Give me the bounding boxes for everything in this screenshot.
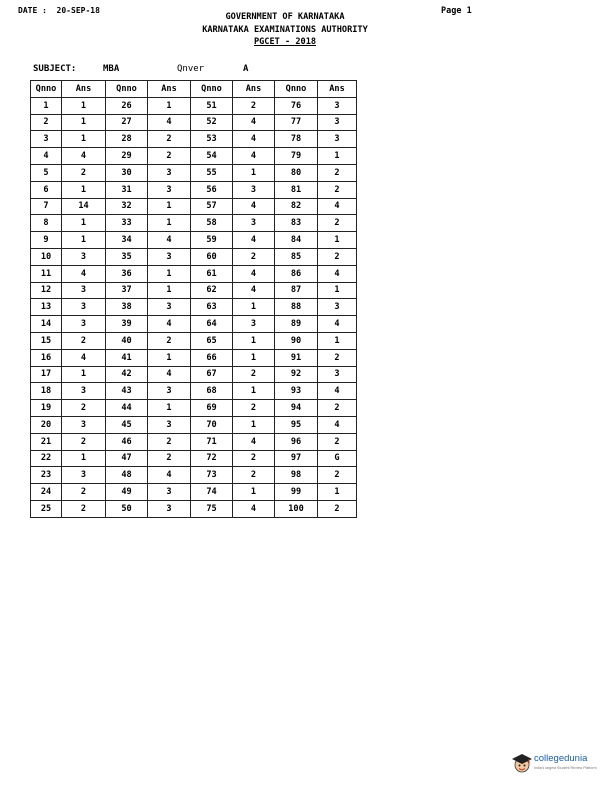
question-number-cell: 33 [106, 215, 148, 232]
question-number-cell: 17 [31, 366, 62, 383]
table-row [31, 164, 357, 181]
table-row [31, 97, 357, 114]
answer-cell: 3 [148, 248, 191, 265]
question-number-cell: 72 [191, 450, 233, 467]
question-number-cell: 78 [275, 131, 318, 148]
question-number-cell: 9 [31, 232, 62, 249]
answer-cell: 1 [318, 232, 357, 249]
question-number-cell: 52 [191, 114, 233, 131]
answer-cell: 3 [318, 97, 357, 114]
question-number-cell: 45 [106, 416, 148, 433]
question-number-cell: 25 [31, 500, 62, 517]
column-header: Qnno [191, 81, 233, 98]
question-number-cell: 24 [31, 484, 62, 501]
question-number-cell: 98 [275, 467, 318, 484]
question-number-cell: 67 [191, 366, 233, 383]
question-number-cell: 10 [31, 248, 62, 265]
table-row [31, 467, 357, 484]
question-number-cell: 34 [106, 232, 148, 249]
question-number-cell: 93 [275, 383, 318, 400]
answer-cell: 3 [148, 164, 191, 181]
answer-cell: 2 [318, 500, 357, 517]
answer-cell: 1 [318, 332, 357, 349]
question-number-cell: 44 [106, 400, 148, 417]
table-row [31, 232, 357, 249]
table-row [31, 433, 357, 450]
answer-cell: 1 [148, 282, 191, 299]
question-number-cell: 50 [106, 500, 148, 517]
question-number-cell: 42 [106, 366, 148, 383]
answer-cell: 2 [62, 484, 106, 501]
answer-cell: 4 [318, 198, 357, 215]
answer-cell: 2 [318, 349, 357, 366]
question-number-cell: 23 [31, 467, 62, 484]
answer-cell: 3 [62, 316, 106, 333]
table-row [31, 299, 357, 316]
answer-cell: 1 [62, 366, 106, 383]
question-number-cell: 39 [106, 316, 148, 333]
answer-cell: 2 [318, 215, 357, 232]
answer-cell: 4 [233, 148, 275, 165]
answer-cell: 1 [233, 332, 275, 349]
question-number-cell: 57 [191, 198, 233, 215]
answer-cell: 4 [62, 148, 106, 165]
answer-cell: 2 [318, 248, 357, 265]
answer-cell: 2 [233, 248, 275, 265]
answer-cell: 4 [233, 433, 275, 450]
column-header: Qnno [106, 81, 148, 98]
question-number-cell: 13 [31, 299, 62, 316]
question-number-cell: 49 [106, 484, 148, 501]
qnver-value: A [243, 64, 249, 74]
question-number-cell: 18 [31, 383, 62, 400]
answer-cell: 1 [148, 198, 191, 215]
answer-cell: 2 [62, 164, 106, 181]
question-number-cell: 60 [191, 248, 233, 265]
answer-cell: 3 [148, 181, 191, 198]
answer-cell: 2 [233, 400, 275, 417]
column-header: Ans [148, 81, 191, 98]
answer-cell: 2 [62, 433, 106, 450]
question-number-cell: 7 [31, 198, 62, 215]
question-number-cell: 47 [106, 450, 148, 467]
answer-cell: 1 [233, 299, 275, 316]
question-number-cell: 22 [31, 450, 62, 467]
question-number-cell: 51 [191, 97, 233, 114]
answer-cell: 2 [318, 433, 357, 450]
answer-cell: 3 [318, 114, 357, 131]
answer-cell: 1 [62, 215, 106, 232]
answer-cell: 4 [148, 316, 191, 333]
question-number-cell: 8 [31, 215, 62, 232]
question-number-cell: 58 [191, 215, 233, 232]
answer-cell: G [318, 450, 357, 467]
page-number: Page 1 [441, 6, 472, 16]
answer-cell: 4 [233, 282, 275, 299]
question-number-cell: 89 [275, 316, 318, 333]
answer-cell: 1 [62, 181, 106, 198]
answer-cell: 2 [148, 131, 191, 148]
table-row [31, 416, 357, 433]
question-number-cell: 71 [191, 433, 233, 450]
answer-cell: 4 [233, 198, 275, 215]
column-header: Ans [62, 81, 106, 98]
answer-cell: 2 [233, 97, 275, 114]
question-number-cell: 100 [275, 500, 318, 517]
question-number-cell: 94 [275, 400, 318, 417]
question-number-cell: 81 [275, 181, 318, 198]
answer-cell: 3 [148, 500, 191, 517]
table-row [31, 349, 357, 366]
question-number-cell: 65 [191, 332, 233, 349]
answer-cell: 1 [233, 484, 275, 501]
answer-cell: 3 [62, 416, 106, 433]
question-number-cell: 35 [106, 248, 148, 265]
question-number-cell: 31 [106, 181, 148, 198]
table-row [31, 366, 357, 383]
question-number-cell: 12 [31, 282, 62, 299]
answer-cell: 3 [62, 248, 106, 265]
answer-cell: 2 [318, 467, 357, 484]
question-number-cell: 64 [191, 316, 233, 333]
question-number-cell: 21 [31, 433, 62, 450]
question-number-cell: 40 [106, 332, 148, 349]
question-number-cell: 19 [31, 400, 62, 417]
question-number-cell: 43 [106, 383, 148, 400]
table-row [31, 148, 357, 165]
question-number-cell: 2 [31, 114, 62, 131]
answer-cell: 1 [62, 232, 106, 249]
column-header: Qnno [31, 81, 62, 98]
answer-cell: 3 [318, 299, 357, 316]
answer-cell: 1 [148, 400, 191, 417]
question-number-cell: 92 [275, 366, 318, 383]
question-number-cell: 86 [275, 265, 318, 282]
answer-cell: 3 [233, 316, 275, 333]
answer-cell: 2 [62, 332, 106, 349]
question-number-cell: 37 [106, 282, 148, 299]
answer-cell: 3 [148, 484, 191, 501]
question-number-cell: 83 [275, 215, 318, 232]
question-number-cell: 54 [191, 148, 233, 165]
answer-cell: 1 [233, 383, 275, 400]
answer-cell: 1 [318, 148, 357, 165]
question-number-cell: 53 [191, 131, 233, 148]
answer-cell: 4 [148, 114, 191, 131]
table-row [31, 484, 357, 501]
question-number-cell: 88 [275, 299, 318, 316]
question-number-cell: 30 [106, 164, 148, 181]
column-header: Ans [318, 81, 357, 98]
answer-cell: 4 [318, 265, 357, 282]
question-number-cell: 87 [275, 282, 318, 299]
answer-cell: 3 [148, 416, 191, 433]
table-row [31, 131, 357, 148]
question-number-cell: 85 [275, 248, 318, 265]
header-row [31, 81, 357, 98]
question-number-cell: 73 [191, 467, 233, 484]
question-number-cell: 62 [191, 282, 233, 299]
date-value: 20-SEP-18 [56, 6, 100, 15]
answer-cell: 4 [62, 265, 106, 282]
answer-cell: 4 [233, 500, 275, 517]
question-number-cell: 55 [191, 164, 233, 181]
question-number-cell: 97 [275, 450, 318, 467]
question-number-cell: 75 [191, 500, 233, 517]
answer-cell: 4 [233, 265, 275, 282]
header-government: GOVERNMENT OF KARNATAKA [225, 12, 345, 22]
table-row [31, 265, 357, 282]
table-row [31, 332, 357, 349]
question-number-cell: 48 [106, 467, 148, 484]
answer-cell: 1 [233, 164, 275, 181]
answer-cell: 3 [233, 215, 275, 232]
table-row [31, 500, 357, 517]
question-number-cell: 59 [191, 232, 233, 249]
question-number-cell: 11 [31, 265, 62, 282]
answer-cell: 1 [318, 282, 357, 299]
question-number-cell: 15 [31, 332, 62, 349]
answer-key-table [30, 80, 357, 518]
answer-cell: 3 [148, 299, 191, 316]
answer-cell: 2 [62, 400, 106, 417]
question-number-cell: 3 [31, 131, 62, 148]
question-number-cell: 41 [106, 349, 148, 366]
answer-cell: 4 [148, 232, 191, 249]
answer-cell: 2 [318, 400, 357, 417]
answer-cell: 3 [62, 383, 106, 400]
question-number-cell: 6 [31, 181, 62, 198]
answer-cell: 4 [148, 366, 191, 383]
answer-cell: 3 [148, 383, 191, 400]
answer-cell: 3 [318, 131, 357, 148]
answer-cell: 4 [318, 383, 357, 400]
table-body [31, 97, 357, 517]
table-row [31, 114, 357, 131]
answer-cell: 4 [233, 232, 275, 249]
question-number-cell: 20 [31, 416, 62, 433]
answer-cell: 2 [318, 164, 357, 181]
answer-cell: 1 [233, 349, 275, 366]
answer-cell: 1 [148, 97, 191, 114]
answer-cell: 1 [233, 416, 275, 433]
answer-cell: 1 [62, 97, 106, 114]
answer-cell: 2 [148, 450, 191, 467]
answer-cell: 3 [233, 181, 275, 198]
answer-cell: 4 [318, 416, 357, 433]
subject-label: SUBJECT: [33, 64, 77, 74]
question-number-cell: 70 [191, 416, 233, 433]
answer-cell: 2 [233, 366, 275, 383]
answer-cell: 3 [62, 467, 106, 484]
question-number-cell: 77 [275, 114, 318, 131]
answer-cell: 1 [148, 265, 191, 282]
table-row [31, 248, 357, 265]
table-row [31, 316, 357, 333]
answer-cell: 2 [62, 500, 106, 517]
answer-cell: 1 [62, 450, 106, 467]
table-row [31, 181, 357, 198]
qnver-label: Qnver [177, 64, 205, 74]
column-header: Qnno [275, 81, 318, 98]
graduation-cap-icon [511, 752, 533, 774]
answer-cell: 2 [233, 467, 275, 484]
date-label: DATE : [18, 6, 47, 15]
question-number-cell: 91 [275, 349, 318, 366]
question-number-cell: 74 [191, 484, 233, 501]
answer-cell: 4 [233, 114, 275, 131]
answer-cell: 1 [318, 484, 357, 501]
subject-value: MBA [103, 64, 120, 74]
answer-cell: 3 [318, 366, 357, 383]
question-number-cell: 76 [275, 97, 318, 114]
question-number-cell: 80 [275, 164, 318, 181]
answer-cell: 2 [148, 332, 191, 349]
question-number-cell: 1 [31, 97, 62, 114]
answer-cell: 2 [318, 181, 357, 198]
question-number-cell: 16 [31, 349, 62, 366]
answer-cell: 1 [62, 131, 106, 148]
table-row [31, 400, 357, 417]
answer-cell: 2 [148, 148, 191, 165]
table-row [31, 215, 357, 232]
answer-cell: 4 [148, 467, 191, 484]
question-number-cell: 32 [106, 198, 148, 215]
answer-cell: 1 [62, 114, 106, 131]
question-number-cell: 84 [275, 232, 318, 249]
answer-cell: 14 [62, 198, 106, 215]
column-header: Ans [233, 81, 275, 98]
answer-cell: 4 [62, 349, 106, 366]
answer-cell: 4 [233, 131, 275, 148]
question-number-cell: 28 [106, 131, 148, 148]
question-number-cell: 5 [31, 164, 62, 181]
answer-cell: 1 [148, 215, 191, 232]
answer-cell: 3 [62, 282, 106, 299]
question-number-cell: 38 [106, 299, 148, 316]
brand-tagline: India's largest Student Review Platform [534, 766, 597, 770]
brand-name: collegedunia [534, 753, 588, 764]
question-number-cell: 27 [106, 114, 148, 131]
question-number-cell: 82 [275, 198, 318, 215]
question-number-cell: 66 [191, 349, 233, 366]
question-number-cell: 56 [191, 181, 233, 198]
question-number-cell: 95 [275, 416, 318, 433]
date-line [18, 6, 100, 15]
question-number-cell: 36 [106, 265, 148, 282]
question-number-cell: 4 [31, 148, 62, 165]
answer-cell: 2 [148, 433, 191, 450]
answer-cell: 3 [62, 299, 106, 316]
table-row [31, 282, 357, 299]
question-number-cell: 79 [275, 148, 318, 165]
question-number-cell: 68 [191, 383, 233, 400]
question-number-cell: 99 [275, 484, 318, 501]
header-authority: KARNATAKA EXAMINATIONS AUTHORITY [202, 25, 368, 35]
question-number-cell: 61 [191, 265, 233, 282]
question-number-cell: 26 [106, 97, 148, 114]
question-number-cell: 29 [106, 148, 148, 165]
question-number-cell: 90 [275, 332, 318, 349]
header-exam: PGCET - 2018 [253, 37, 317, 47]
table-row [31, 198, 357, 215]
answer-cell: 1 [148, 349, 191, 366]
answer-cell: 4 [318, 316, 357, 333]
table-row [31, 383, 357, 400]
question-number-cell: 46 [106, 433, 148, 450]
answer-cell: 2 [233, 450, 275, 467]
table-row [31, 450, 357, 467]
question-number-cell: 69 [191, 400, 233, 417]
question-number-cell: 14 [31, 316, 62, 333]
question-number-cell: 96 [275, 433, 318, 450]
question-number-cell: 63 [191, 299, 233, 316]
